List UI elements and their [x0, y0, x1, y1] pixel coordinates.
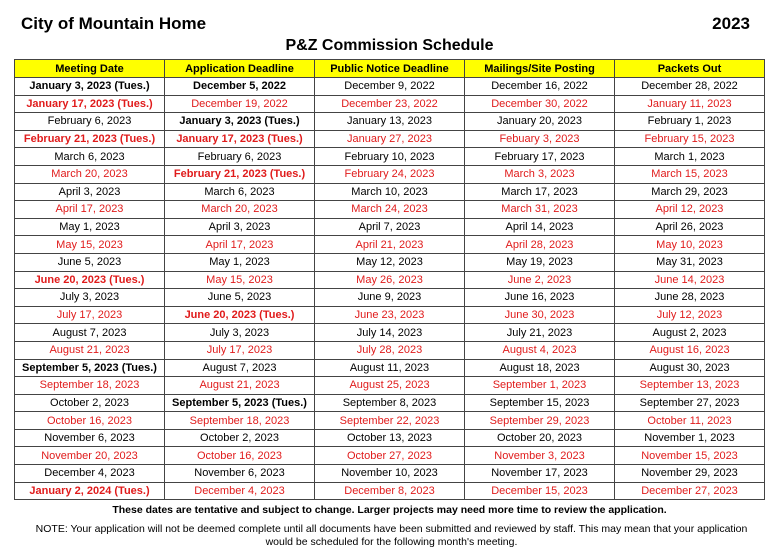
cell-public-notice-deadline: December 9, 2022 [315, 78, 465, 96]
cell-public-notice-deadline: March 10, 2023 [315, 183, 465, 201]
cell-packets-out: October 11, 2023 [615, 412, 765, 430]
schedule-table [14, 59, 765, 500]
cell-meeting-date: July 3, 2023 [15, 289, 165, 307]
cell-packets-out: April 12, 2023 [615, 201, 765, 219]
cell-application-deadline: July 17, 2023 [165, 341, 315, 359]
cell-mailings-site-posting: June 2, 2023 [465, 271, 615, 289]
cell-meeting-date: November 6, 2023 [15, 429, 165, 447]
cell-application-deadline: September 5, 2023 (Tues.) [165, 394, 315, 412]
column-header-public-notice-deadline: Public Notice Deadline [315, 60, 465, 78]
table-row [15, 78, 765, 96]
cell-public-notice-deadline: March 24, 2023 [315, 201, 465, 219]
cell-meeting-date: September 18, 2023 [15, 377, 165, 395]
cell-application-deadline: April 3, 2023 [165, 218, 315, 236]
cell-mailings-site-posting: September 1, 2023 [465, 377, 615, 395]
cell-mailings-site-posting: December 15, 2023 [465, 482, 615, 500]
cell-application-deadline: December 4, 2023 [165, 482, 315, 500]
table-row [15, 130, 765, 148]
cell-public-notice-deadline: June 23, 2023 [315, 306, 465, 324]
schedule-body [15, 78, 765, 500]
cell-packets-out: July 12, 2023 [615, 306, 765, 324]
cell-mailings-site-posting: December 16, 2022 [465, 78, 615, 96]
column-header-application-deadline: Application Deadline [165, 60, 315, 78]
cell-mailings-site-posting: Febuary 3, 2023 [465, 130, 615, 148]
organization-title: City of Mountain Home [21, 14, 207, 33]
cell-mailings-site-posting: May 19, 2023 [465, 253, 615, 271]
completeness-note: NOTE: Your application will not be deemed complete until all documents have been submitted and reviewed by staff. This may mean that your application would be scheduled for the following month's meeting. [35, 523, 748, 548]
cell-packets-out: May 10, 2023 [615, 236, 765, 254]
table-row [15, 271, 765, 289]
page-title: P&Z Commission Schedule [285, 37, 494, 54]
table-row [15, 412, 765, 430]
cell-meeting-date: June 5, 2023 [15, 253, 165, 271]
cell-application-deadline: February 6, 2023 [165, 148, 315, 166]
cell-public-notice-deadline: January 13, 2023 [315, 113, 465, 131]
cell-packets-out: November 1, 2023 [615, 429, 765, 447]
cell-mailings-site-posting: February 17, 2023 [465, 148, 615, 166]
cell-public-notice-deadline: July 14, 2023 [315, 324, 465, 342]
cell-mailings-site-posting: July 21, 2023 [465, 324, 615, 342]
cell-public-notice-deadline: September 8, 2023 [315, 394, 465, 412]
cell-mailings-site-posting: September 15, 2023 [465, 394, 615, 412]
cell-meeting-date: February 6, 2023 [15, 113, 165, 131]
table-header-row [15, 60, 765, 78]
cell-meeting-date: January 3, 2023 (Tues.) [15, 78, 165, 96]
cell-public-notice-deadline: October 13, 2023 [315, 429, 465, 447]
cell-meeting-date: October 2, 2023 [15, 394, 165, 412]
cell-application-deadline: May 15, 2023 [165, 271, 315, 289]
cell-packets-out: January 11, 2023 [615, 95, 765, 113]
table-row [15, 394, 765, 412]
cell-mailings-site-posting: March 3, 2023 [465, 165, 615, 183]
column-header-mailings-site-posting: Mailings/Site Posting [465, 60, 615, 78]
cell-packets-out: December 27, 2023 [615, 482, 765, 500]
cell-mailings-site-posting: April 14, 2023 [465, 218, 615, 236]
cell-packets-out: May 31, 2023 [615, 253, 765, 271]
table-row [15, 341, 765, 359]
cell-packets-out: February 1, 2023 [615, 113, 765, 131]
table-row [15, 306, 765, 324]
table-row [15, 377, 765, 395]
cell-application-deadline: December 19, 2022 [165, 95, 315, 113]
cell-meeting-date: August 21, 2023 [15, 341, 165, 359]
cell-meeting-date: March 6, 2023 [15, 148, 165, 166]
table-row [15, 218, 765, 236]
table-row [15, 482, 765, 500]
cell-meeting-date: November 20, 2023 [15, 447, 165, 465]
cell-public-notice-deadline: February 24, 2023 [315, 165, 465, 183]
tentative-note: These dates are tentative and subject to change. Larger projects may need more time to review the application. [112, 504, 667, 516]
cell-packets-out: August 30, 2023 [615, 359, 765, 377]
cell-packets-out: March 15, 2023 [615, 165, 765, 183]
cell-mailings-site-posting: August 18, 2023 [465, 359, 615, 377]
cell-packets-out: March 1, 2023 [615, 148, 765, 166]
table-row [15, 113, 765, 131]
table-row [15, 236, 765, 254]
table-row [15, 201, 765, 219]
cell-meeting-date: December 4, 2023 [15, 465, 165, 483]
cell-meeting-date: May 1, 2023 [15, 218, 165, 236]
cell-application-deadline: February 21, 2023 (Tues.) [165, 165, 315, 183]
cell-meeting-date: May 15, 2023 [15, 236, 165, 254]
cell-packets-out: November 29, 2023 [615, 465, 765, 483]
cell-public-notice-deadline: December 8, 2023 [315, 482, 465, 500]
table-row [15, 95, 765, 113]
cell-application-deadline: June 20, 2023 (Tues.) [165, 306, 315, 324]
cell-mailings-site-posting: April 28, 2023 [465, 236, 615, 254]
cell-public-notice-deadline: November 10, 2023 [315, 465, 465, 483]
cell-packets-out: December 28, 2022 [615, 78, 765, 96]
cell-mailings-site-posting: January 20, 2023 [465, 113, 615, 131]
cell-application-deadline: May 1, 2023 [165, 253, 315, 271]
cell-packets-out: August 16, 2023 [615, 341, 765, 359]
cell-public-notice-deadline: December 23, 2022 [315, 95, 465, 113]
cell-mailings-site-posting: November 17, 2023 [465, 465, 615, 483]
column-header-meeting-date: Meeting Date [15, 60, 165, 78]
cell-meeting-date: January 2, 2024 (Tues.) [15, 482, 165, 500]
cell-packets-out: September 13, 2023 [615, 377, 765, 395]
table-row [15, 447, 765, 465]
cell-meeting-date: February 21, 2023 (Tues.) [15, 130, 165, 148]
cell-meeting-date: April 3, 2023 [15, 183, 165, 201]
cell-meeting-date: January 17, 2023 (Tues.) [15, 95, 165, 113]
cell-application-deadline: October 16, 2023 [165, 447, 315, 465]
table-row [15, 253, 765, 271]
cell-public-notice-deadline: April 21, 2023 [315, 236, 465, 254]
cell-public-notice-deadline: September 22, 2023 [315, 412, 465, 430]
cell-application-deadline: October 2, 2023 [165, 429, 315, 447]
cell-packets-out: November 15, 2023 [615, 447, 765, 465]
cell-public-notice-deadline: October 27, 2023 [315, 447, 465, 465]
cell-public-notice-deadline: August 25, 2023 [315, 377, 465, 395]
cell-meeting-date: September 5, 2023 (Tues.) [15, 359, 165, 377]
cell-application-deadline: June 5, 2023 [165, 289, 315, 307]
table-row [15, 165, 765, 183]
cell-packets-out: March 29, 2023 [615, 183, 765, 201]
cell-mailings-site-posting: November 3, 2023 [465, 447, 615, 465]
cell-public-notice-deadline: May 26, 2023 [315, 271, 465, 289]
cell-application-deadline: March 6, 2023 [165, 183, 315, 201]
cell-application-deadline: August 7, 2023 [165, 359, 315, 377]
cell-packets-out: September 27, 2023 [615, 394, 765, 412]
cell-application-deadline: March 20, 2023 [165, 201, 315, 219]
table-row [15, 465, 765, 483]
column-header-packets-out: Packets Out [615, 60, 765, 78]
cell-meeting-date: March 20, 2023 [15, 165, 165, 183]
table-row [15, 183, 765, 201]
cell-application-deadline: January 3, 2023 (Tues.) [165, 113, 315, 131]
table-row [15, 289, 765, 307]
cell-application-deadline: January 17, 2023 (Tues.) [165, 130, 315, 148]
cell-public-notice-deadline: April 7, 2023 [315, 218, 465, 236]
cell-mailings-site-posting: June 16, 2023 [465, 289, 615, 307]
cell-meeting-date: June 20, 2023 (Tues.) [15, 271, 165, 289]
table-row [15, 148, 765, 166]
table-row [15, 429, 765, 447]
table-row [15, 324, 765, 342]
cell-application-deadline: December 5, 2022 [165, 78, 315, 96]
cell-mailings-site-posting: March 31, 2023 [465, 201, 615, 219]
cell-public-notice-deadline: January 27, 2023 [315, 130, 465, 148]
cell-packets-out: August 2, 2023 [615, 324, 765, 342]
cell-public-notice-deadline: February 10, 2023 [315, 148, 465, 166]
cell-packets-out: February 15, 2023 [615, 130, 765, 148]
cell-public-notice-deadline: June 9, 2023 [315, 289, 465, 307]
cell-application-deadline: July 3, 2023 [165, 324, 315, 342]
cell-meeting-date: August 7, 2023 [15, 324, 165, 342]
cell-packets-out: June 28, 2023 [615, 289, 765, 307]
cell-public-notice-deadline: May 12, 2023 [315, 253, 465, 271]
cell-application-deadline: September 18, 2023 [165, 412, 315, 430]
cell-public-notice-deadline: July 28, 2023 [315, 341, 465, 359]
table-row [15, 359, 765, 377]
cell-meeting-date: April 17, 2023 [15, 201, 165, 219]
schedule-year: 2023 [712, 14, 750, 33]
cell-application-deadline: April 17, 2023 [165, 236, 315, 254]
cell-mailings-site-posting: December 30, 2022 [465, 95, 615, 113]
cell-application-deadline: November 6, 2023 [165, 465, 315, 483]
cell-meeting-date: October 16, 2023 [15, 412, 165, 430]
cell-packets-out: June 14, 2023 [615, 271, 765, 289]
cell-mailings-site-posting: March 17, 2023 [465, 183, 615, 201]
cell-mailings-site-posting: October 20, 2023 [465, 429, 615, 447]
cell-application-deadline: August 21, 2023 [165, 377, 315, 395]
cell-packets-out: April 26, 2023 [615, 218, 765, 236]
cell-meeting-date: July 17, 2023 [15, 306, 165, 324]
cell-mailings-site-posting: August 4, 2023 [465, 341, 615, 359]
cell-public-notice-deadline: August 11, 2023 [315, 359, 465, 377]
cell-mailings-site-posting: September 29, 2023 [465, 412, 615, 430]
cell-mailings-site-posting: June 30, 2023 [465, 306, 615, 324]
